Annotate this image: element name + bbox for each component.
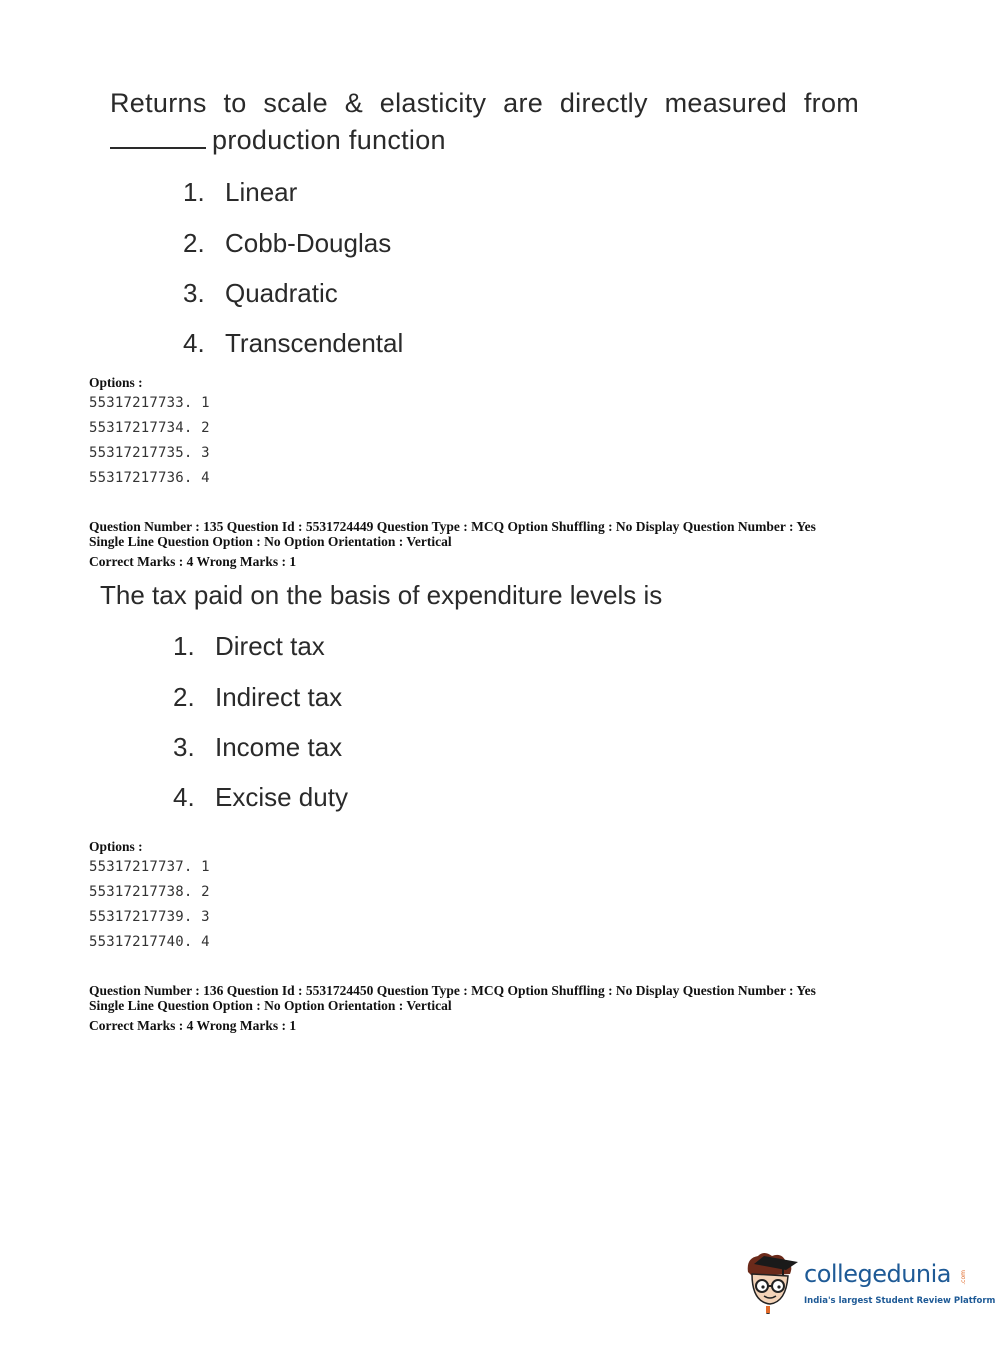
option-item: 55317217733. 1 bbox=[89, 395, 210, 411]
q134-choice-4: 4. Transcendental bbox=[183, 328, 404, 358]
q136-marks: Correct Marks : 4 Wrong Marks : 1 bbox=[89, 1018, 297, 1033]
q135-choice-2: 2. Indirect tax bbox=[173, 682, 343, 712]
option-item: 55317217740. 4 bbox=[89, 934, 210, 950]
option-item: 55317217735. 3 bbox=[89, 445, 210, 461]
option-item: 55317217739. 3 bbox=[89, 909, 210, 925]
q135-options-list bbox=[89, 855, 210, 955]
q136-meta-line2: Single Line Question Option : No Option Orientation : Vertical bbox=[89, 998, 452, 1013]
q134-text-line2 bbox=[110, 125, 446, 156]
q135-text: The tax paid on the basis of expenditure levels is bbox=[100, 580, 663, 610]
q134-options-list bbox=[89, 391, 210, 491]
q135-choice-4: 4. Excise duty bbox=[173, 782, 348, 812]
q135-choice-1: 1. Direct tax bbox=[173, 631, 325, 661]
q135-choice-3: 3. Income tax bbox=[173, 732, 343, 762]
q134-choice-3: 3. Quadratic bbox=[183, 278, 338, 308]
option-item: 55317217737. 1 bbox=[89, 859, 210, 875]
q136-meta-line1: Question Number : 136 Question Id : 5531724450 Question Type : MCQ Option Shuffling : No Display Question Number : Yes bbox=[89, 983, 816, 998]
logo-tagline: India's largest Student Review Platform bbox=[804, 1296, 996, 1306]
logo-wordmark: collegedunia bbox=[804, 1260, 952, 1288]
option-item: 55317217734. 2 bbox=[89, 420, 210, 436]
q134-text-line1: Returns to scale & elasticity are directly measured from bbox=[110, 88, 860, 118]
q134-text-line2-label: production function bbox=[212, 125, 446, 155]
q135-options-heading: Options : bbox=[89, 839, 143, 854]
fill-blank bbox=[110, 127, 206, 149]
mascot-icon bbox=[742, 1250, 802, 1314]
option-item: 55317217736. 4 bbox=[89, 470, 210, 486]
q134-choice-1: 1. Linear bbox=[183, 177, 298, 207]
q134-choice-2: 2. Cobb-Douglas bbox=[183, 228, 392, 258]
option-item: 55317217738. 2 bbox=[89, 884, 210, 900]
q135-meta-line2: Single Line Question Option : No Option Orientation : Vertical bbox=[89, 534, 452, 549]
q135-marks: Correct Marks : 4 Wrong Marks : 1 bbox=[89, 554, 297, 569]
logo-tld: .com bbox=[960, 1270, 967, 1285]
collegedunia-logo bbox=[742, 1248, 996, 1320]
q135-meta-line1: Question Number : 135 Question Id : 5531724449 Question Type : MCQ Option Shuffling : No Display Question Number : Yes bbox=[89, 519, 816, 534]
q134-options-heading: Options : bbox=[89, 375, 143, 390]
